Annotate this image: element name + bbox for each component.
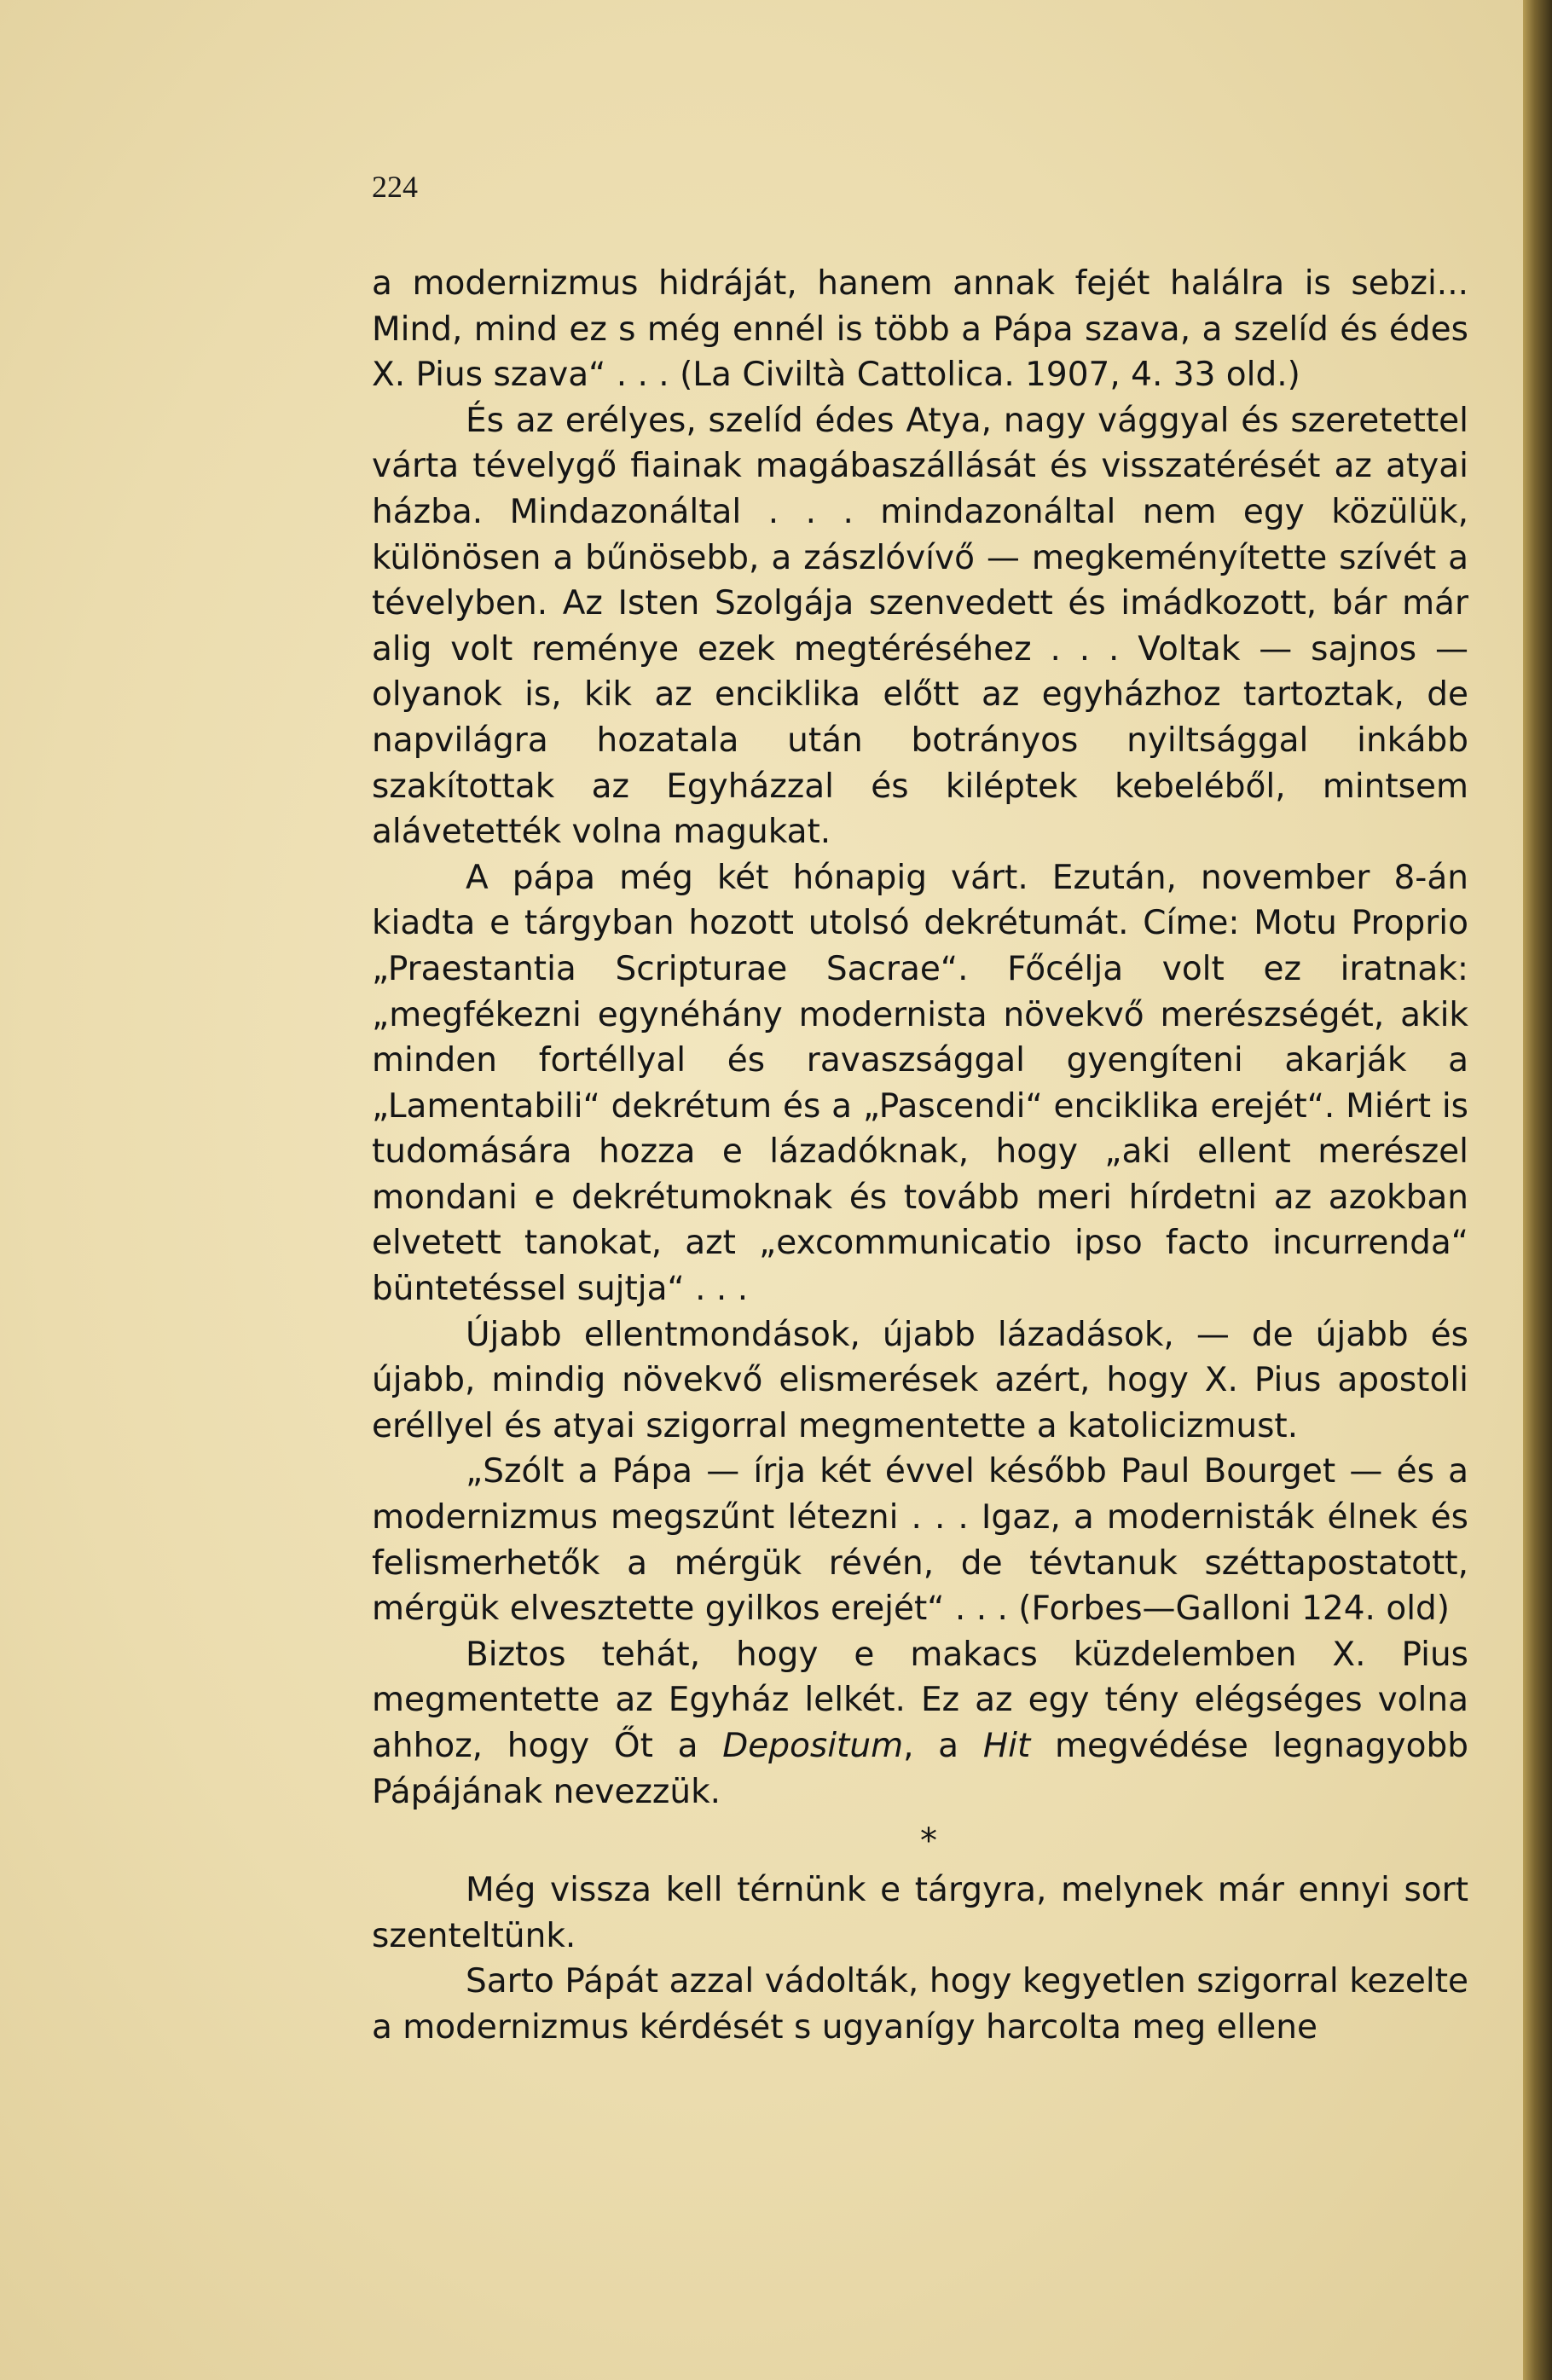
paragraph-6-text-c: megvédése legnagyobb Pápájának nevezzük. bbox=[372, 1727, 1468, 1811]
paragraph-2: És az erélyes, szelíd édes Atya, nagy vággyal és szeretettel várta tévelygő fiainak magábaszállását és visszatérését az atyai házba. Mindazonáltal . . . mindazonáltal nem egy közülük, különösen a bűnösebb, a zászlóvívő — megkeményítette szívét a tévelyben. Az Isten Szolgája szenvedett és imádkozott, bár már alig volt reménye ezek megtéréséhez . . . Voltak — sajnos — olyanok is, kik az enciklika előtt az egyházhoz tartoztak, de napvilágra hozatala után botrányos nyiltsággal inkább szakítottak az Egyházzal és kiléptek kebeléből, mintsem alávetették volna magukat. bbox=[372, 401, 1468, 852]
paragraph-4: Újabb ellentmondások, újabb lázadások, — de újabb és újabb, mindig növekvő elismerések azért, hogy X. Pius apostoli eréllyel és atyai szigorral megmentette a katolicizmust. bbox=[372, 1315, 1468, 1445]
section-separator: * bbox=[920, 1821, 937, 1862]
paragraph-3: A pápa még két hónapig várt. Ezután, november 8-án kiadta e tárgyban hozott utolsó dekrétumát. Címe: Motu Proprio „Praestantia Scripturae Sacrae“. Főcélja volt ez iratnak: „megfékezni egynéhány modernista növekvő merészségét, akik minden fortéllyal és ravaszsággal gyengíteni akarják a „Lamentabili“ dekrétum és a „Pascendi“ enciklika erejét“. Miért is tudomására hozza e lázadóknak, hogy „aki ellent merészel mondani e dekrétumoknak és tovább meri hírdetni az azokban elvetett tanokat, azt „excommunicatio ipso facto incurrenda“ büntetéssel sujtja“ . . . bbox=[372, 858, 1468, 1309]
paragraph-1: a modernizmus hidráját, hanem annak fejét halálra is sebzi... Mind, mind ez s még ennél is több a Pápa szava, a szelíd és édes X. Pius szava“ . . . (La Civiltà Cattolica. 1907, 4. 33 old.) bbox=[372, 264, 1468, 395]
page-edge-shadow bbox=[1523, 0, 1552, 2380]
paragraph-6 bbox=[372, 1632, 1468, 1815]
paragraph-6-text-a: Biztos tehát, hogy e makacs küzdelemben X. Pius megmentette az Egyház lelkét. Ez az egy tény elégséges volna ahhoz, hogy Őt a bbox=[372, 1635, 1468, 1765]
hit-italic: Hit bbox=[982, 1727, 1031, 1765]
paragraph-8: Sarto Pápát azzal vádolták, hogy kegyetlen szigorral kezelte a modernizmus kérdését s ugyanígy harcolta meg ellene bbox=[372, 1962, 1468, 2047]
body-text bbox=[372, 261, 1468, 2051]
paragraph-6-text-b: , a bbox=[903, 1727, 983, 1765]
paragraph-5: „Szólt a Pápa — írja két évvel később Paul Bourget — és a modernizmus megszűnt létezni . . . Igaz, a modernisták élnek és felismerhetők a mérgük révén, de tévtanuk széttapostatott, mérgük elvesztette gyilkos erejét“ . . . (Forbes—Galloni 124. old) bbox=[372, 1452, 1468, 1629]
paragraph-7: Még vissza kell térnünk e tárgyra, melynek már ennyi sort szenteltünk. bbox=[372, 1871, 1468, 1955]
page-number: 224 bbox=[372, 170, 418, 204]
depositum-italic: Depositum bbox=[722, 1727, 904, 1765]
